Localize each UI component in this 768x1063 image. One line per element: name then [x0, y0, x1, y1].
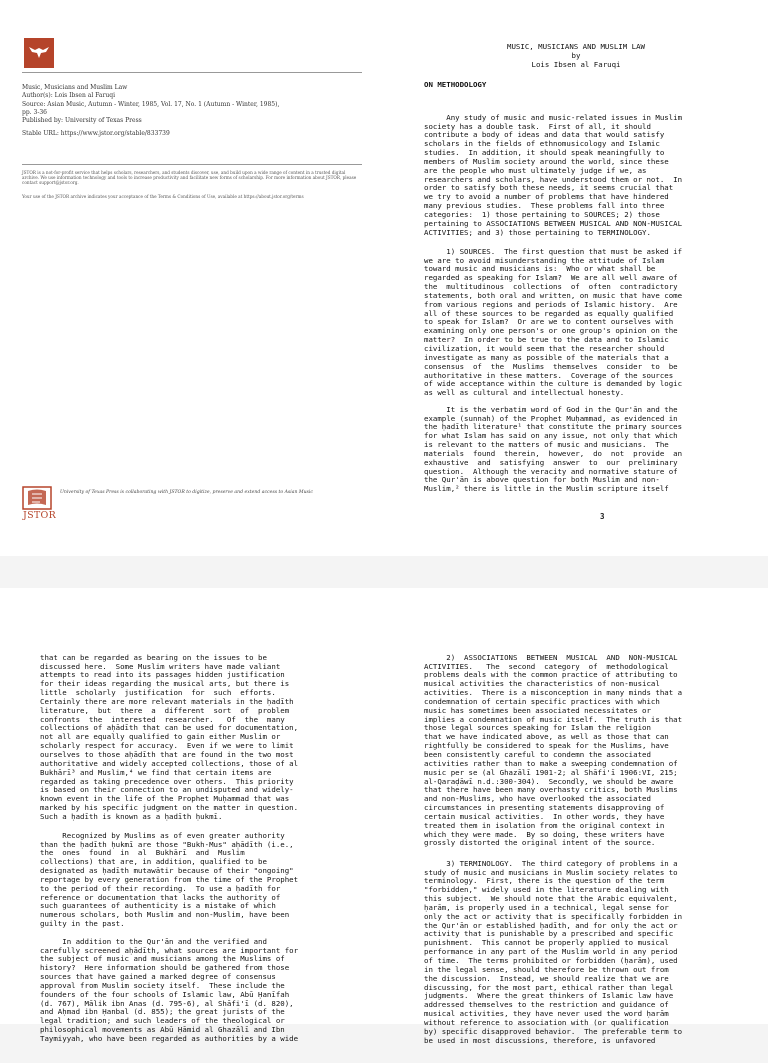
ut-press-logo — [24, 38, 54, 68]
text-line: those legal sources speaking for Islam the religion — [424, 723, 651, 733]
text-line: musical activities, they have never used the word ḥarām — [424, 1009, 669, 1019]
title-by: by — [571, 50, 581, 60]
text-line: (d. 767), Mālik ibn Anas (d. 795-6), al Shāfi'ī (d. 820), — [40, 998, 294, 1008]
text-line: Such a ḥadīth is known as a ḥadīth ḥukmī. — [40, 811, 223, 821]
text-line: collections) that are, in addition, qualified to be — [40, 857, 267, 867]
text-line: In addition to the Qur'ān and the verified and — [40, 936, 267, 946]
text-line: the subject of music and musicians among the Muslims of — [40, 954, 285, 964]
text-line: music per se (al Ghazālī 1901-2; al Shāfi'ī 1906:VI, 215; — [424, 767, 678, 777]
text-line: and Aḥmad ibn Ḥanbal (d. 855); the great jurists of the — [40, 1007, 285, 1017]
title-line: MUSIC, MUSICIANS AND MUSLIM LAW — [507, 42, 645, 51]
text-line: collections of aḥādīth that can be used for documentation, — [40, 723, 299, 733]
text-line: reference or documentation that lacks the authority of — [40, 892, 281, 902]
text-line: confronts the interested researcher. Of the many — [40, 714, 285, 724]
paragraph — [40, 636, 298, 839]
article-page-4 — [0, 588, 384, 1043]
text-line: Recognized by Muslims as of even greater authority — [40, 830, 285, 840]
text-line: Bukhārī³ and Muslim,⁴ we find that certain items are — [40, 767, 272, 777]
text-line: activity that is punishable by a prescribed and specific — [424, 929, 674, 939]
text-line: of wide acceptance within the culture is demanded by logic — [424, 379, 683, 389]
text-line: without reference to association with (or qualification — [424, 1017, 669, 1027]
text-line: treated them in isolation from the original context in — [424, 820, 665, 830]
text-line: materials found therein, however, do not provide an — [424, 448, 683, 458]
text-line: to speak for Islam? Or are we to content ourselves with — [424, 317, 674, 327]
text-line: activities rather than to make a sweeping condemnation of — [424, 758, 678, 768]
text-line: consensus of the Muslims themselves consider to be — [424, 361, 678, 371]
collab-text: University of Texas Press is collaborating with JSTOR to digitize, preserve and extend access to Asian Music — [60, 490, 313, 495]
text-line: ACTIVITIES; and 3) those pertaining to TERMINOLOGY. — [424, 227, 651, 237]
text-line: founders of the four schools of Islamic law, Abū Ḥanīfah — [40, 989, 290, 999]
text-line: are the people who must ultimately judge if we, as — [424, 165, 647, 175]
stable-url-link[interactable]: Stable URL: https://www.jstor.org/stable/833739 — [22, 130, 170, 137]
text-line: order to satisfy both these needs, it seems crucial that — [424, 183, 674, 193]
text-line: the multitudinous collections of often contradictory — [424, 282, 678, 292]
text-line: categories: 1) those pertaining to SOURCES; 2) those — [424, 209, 660, 219]
text-line: al-Qaraḍāwī n.d.:300-304). Secondly, we should be aware — [424, 776, 674, 786]
text-line: condemnation of certain specific practices with which — [424, 696, 660, 706]
article-page-3 — [384, 0, 768, 556]
article-source: Source: Asian Music, Autumn - Winter, 1985, Vol. 17, No. 1 (Autumn - Winter, 1985), — [22, 101, 280, 108]
text-line: Any study of music and music-related issues in Muslim — [424, 112, 683, 122]
text-line: certain musical activities. In other words, they have — [424, 811, 665, 821]
text-line: circumstances in presenting statements disapproving of — [424, 803, 665, 813]
text-line: scholars in the fields of ethnomusicology and Islamic — [424, 139, 660, 149]
text-line: Certainly there are more relevant materials in the ḥadīth — [40, 696, 294, 706]
text-line: the discussion. Instead, we should realize that we are — [424, 973, 669, 983]
text-line: It is the verbatim word of God in the Qur'ān and the — [424, 404, 678, 414]
text-line: statements, both oral and written, on music that have come — [424, 290, 683, 300]
text-line: authoritative and widely accepted collections, those of al — [40, 758, 299, 768]
text-line: ACTIVITIES. The second category of methodological — [424, 661, 669, 671]
page-title — [384, 43, 768, 70]
text-line: for what Islam has said on any issue, not only that which — [424, 431, 678, 441]
text-line: than the ḥadīth ḥukmī are those "Bukh-Mus" aḥādīth (i.e., — [40, 839, 294, 849]
text-line: as well as cultural and intellectual honesty. — [424, 388, 625, 398]
text-line: such guarantees of authenticity is a mistake of which — [40, 901, 276, 911]
text-line: that can be regarded as bearing on the issues to be — [40, 652, 267, 662]
text-line: investigate as many as possible of the materials that a — [424, 352, 669, 362]
text-line: the Qur'ān or established ḥadīth, and for only the act or — [424, 920, 678, 930]
text-line: pertaining to ASSOCIATIONS BETWEEN MUSICAL AND NON-MUSICAL — [424, 218, 683, 228]
text-line: is based on their connection to an undisputed and widely- — [40, 785, 294, 795]
divider — [22, 72, 362, 73]
page-number: 3 — [600, 512, 605, 521]
text-line: numerous scholars, both Muslim and non-Muslim, have been — [40, 910, 290, 920]
paragraph — [424, 842, 682, 1063]
text-line: sources that have gained a marked degree of consensus — [40, 972, 276, 982]
text-line: music has sometimes been associated necessitates or — [424, 705, 651, 715]
text-line: scholarly respect for accuracy. Even if we were to limit — [40, 741, 294, 751]
text-line: society has a double task. First of all, it should — [424, 121, 651, 131]
paragraph — [40, 920, 298, 1062]
text-line: musical activities the characteristics of non-musical — [424, 679, 660, 689]
text-line: known event in the life of the Prophet Muḥammad that was — [40, 794, 290, 804]
text-line: ourselves to those aḥādīth that are found in the two most — [40, 749, 294, 759]
text-line: 3) TERMINOLOGY. The third category of problems in a — [424, 858, 678, 868]
text-line: matter? In order to be true to the data and to Islamic — [424, 335, 669, 345]
article-pages: pp. 3-36 — [22, 109, 47, 116]
text-line: Taymiyyah, who have been regarded as authorities by a wide — [40, 1033, 299, 1043]
text-line: philosophical movements as Abū Ḥāmid al Ghazālī and Ibn — [40, 1025, 285, 1035]
text-line: only the act or activity that is specifically forbidden in — [424, 911, 683, 921]
text-line: of time. The terms prohibited or forbidden (ḥarām), used — [424, 955, 678, 965]
text-line: been consistently careful to condemn the associated — [424, 749, 651, 759]
text-line: designated as ḥadīth mutawātir because of their "ongoing" — [40, 866, 294, 876]
article-page-5 — [384, 588, 768, 1045]
text-line: authoritative in these matters. Coverage of the sources — [424, 370, 674, 380]
terms-notice[interactable]: Your use of the JSTOR archive indicates your acceptance of the Terms & Conditions of Use, available at https://about.jstor.org/terms — [22, 194, 304, 199]
text-line: in the legal sense, should therefore be thrown out from — [424, 964, 669, 974]
divider — [22, 164, 362, 165]
text-line: the Qur'ān is above question for both Muslim and non- — [424, 475, 660, 485]
text-line: all of these sources to be regarded as equally qualified — [424, 308, 674, 318]
text-line: we try to avoid a number of problems that have hindered — [424, 192, 669, 202]
text-line: we are to avoid misunderstanding the attitude of Islam — [424, 255, 665, 265]
jstor-logo — [22, 486, 56, 526]
text-line: the ones found in al Bukhārī and Muslim — [40, 848, 245, 858]
text-line: history? Here information should be gathered from those — [40, 963, 290, 973]
text-line: by) specific disapproved behavior. The preferable term to — [424, 1026, 683, 1036]
text-line: which they were made. By so doing, these writers have — [424, 829, 665, 839]
text-line: terminology. First, there is the question of the term — [424, 876, 665, 886]
text-line: from various regions and periods of Islamic history. Are — [424, 299, 678, 309]
article-publisher: Published by: University of Texas Press — [22, 117, 142, 124]
text-line: civilization, it would seem that the researcher should — [424, 343, 665, 353]
cover-page — [0, 0, 384, 556]
text-line: this subject. We should note that the Arabic equivalent, — [424, 894, 678, 904]
text-line: punishment. This cannot be properly applied to musical — [424, 938, 669, 948]
text-line: judgments. Where the great thinkers of Islamic law have — [424, 991, 674, 1001]
text-line: performance in any part of the Muslim world in any period — [424, 947, 678, 957]
text-line: the ḥadīth literature¹ that constitute the primary sources — [424, 422, 683, 432]
text-line: guilty in the past. — [40, 919, 125, 929]
text-line: examining only one person's or one group's opinion on the — [424, 326, 678, 336]
paragraph — [424, 388, 682, 512]
text-line: studies. In addition, it should speak meaningfully to — [424, 148, 665, 158]
text-line: example (sunnah) of the Prophet Muḥammad, as evidenced in — [424, 413, 678, 423]
text-line: 1) SOURCES. The first question that must be asked if — [424, 246, 683, 256]
text-line: question. Although the veracity and normative stature of — [424, 466, 678, 476]
text-line: is relevant to the matters of music and musicians. The — [424, 440, 669, 450]
text-line: regarded as taking precedence over others. This priority — [40, 776, 294, 786]
jstor-emblem-icon — [22, 486, 52, 510]
text-line: regarded as speaking for Islam? We are all well aware of — [424, 273, 678, 283]
text-line: discussed here. Some Muslim writers have made valiant — [40, 661, 281, 671]
text-line: carefully screened aḥādīth, what sources are important for — [40, 945, 299, 955]
text-line: approval from Muslim society itself. These include the — [40, 980, 285, 990]
text-line: little scholarly justification for such efforts. — [40, 688, 276, 698]
article-title: Music, Musicians and Muslim Law — [22, 84, 128, 91]
jstor-notice: JSTOR is a not-for-profit service that helps scholars, researchers, and students discover, use, and build upon a wide range of content in a trusted digital archive. We use information technology and tools to increase productivity and facilitate new forms of scholarship. For more information about JSTOR, please contact support@jstor.org. — [22, 170, 357, 185]
citation-block — [22, 84, 362, 138]
text-line: Muslim,² there is little in the Muslim scripture itself — [424, 484, 669, 494]
text-line: ḥarām, is properly used in a technical, legal sense for — [424, 902, 669, 912]
text-line: to the period of their recording. To use a ḥadīth for — [40, 883, 281, 893]
text-line: 2) ASSOCIATIONS BETWEEN MUSICAL AND NON-MUSICAL — [424, 652, 678, 662]
text-line: activities. There is a misconception in many minds that a — [424, 688, 683, 698]
text-line: be used in most discussions, therefore, is unfavored — [424, 1035, 656, 1045]
article-author: Author(s): Lois Ibsen al Faruqi — [22, 92, 115, 99]
text-line: that we have indicated above, as well as those that can — [424, 732, 669, 742]
title-author: Lois Ibsen al Faruqi — [531, 59, 621, 69]
text-line: rightfully be considered to speak for the Muslims, have — [424, 741, 669, 751]
text-line: problems deals with the common practice of attributing to — [424, 670, 678, 680]
text-line: researchers and scholars, have understood them or not. In — [424, 174, 683, 184]
jstor-wordmark: JSTOR — [23, 510, 57, 521]
text-line: exhaustive and satisfying answer to our preliminary — [424, 457, 678, 467]
text-line: "forbidden," widely used in the literature dealing with — [424, 885, 669, 895]
text-line: many previous studies. These problems fall into three — [424, 201, 665, 211]
text-line: study of music and musicians in Muslim society relates to — [424, 867, 678, 877]
text-line: legal tradition; and such leaders of the theological or — [40, 1016, 285, 1026]
text-line: reportage by every generation from the time of the Prophet — [40, 874, 299, 884]
text-line: grossly distorted the original intent of the source. — [424, 838, 656, 848]
text-line: attempts to read into its passages hidden justification — [40, 670, 285, 680]
text-line: that there have been many overhasty critics, both Muslims — [424, 785, 678, 795]
text-line: for their ideas regarding the musical arts, but there is — [40, 679, 290, 689]
section-heading: ON METHODOLOGY — [424, 80, 487, 89]
text-line: members of Muslim society around the world, since these — [424, 156, 669, 166]
text-line: addressed themselves to the restriction and guidance of — [424, 1000, 669, 1010]
text-line: discussing, for the most part, ethical rather than legal — [424, 982, 674, 992]
text-line: implies a condemnation of music itself. The truth is that — [424, 714, 683, 724]
text-line: toward music and musicians is: Who or what shall be — [424, 264, 656, 274]
text-line: not all are equally qualified to gain either Muslim or — [40, 732, 281, 742]
paragraph — [424, 636, 682, 866]
text-line: literature, but there a different sort of problem — [40, 705, 290, 715]
text-line: and non-Muslims, who have overlooked the associated — [424, 794, 651, 804]
text-line: marked by his specific judgment on the matter in question. — [40, 803, 299, 813]
text-line: contribute a body of ideas and data that would satisfy — [424, 130, 665, 140]
